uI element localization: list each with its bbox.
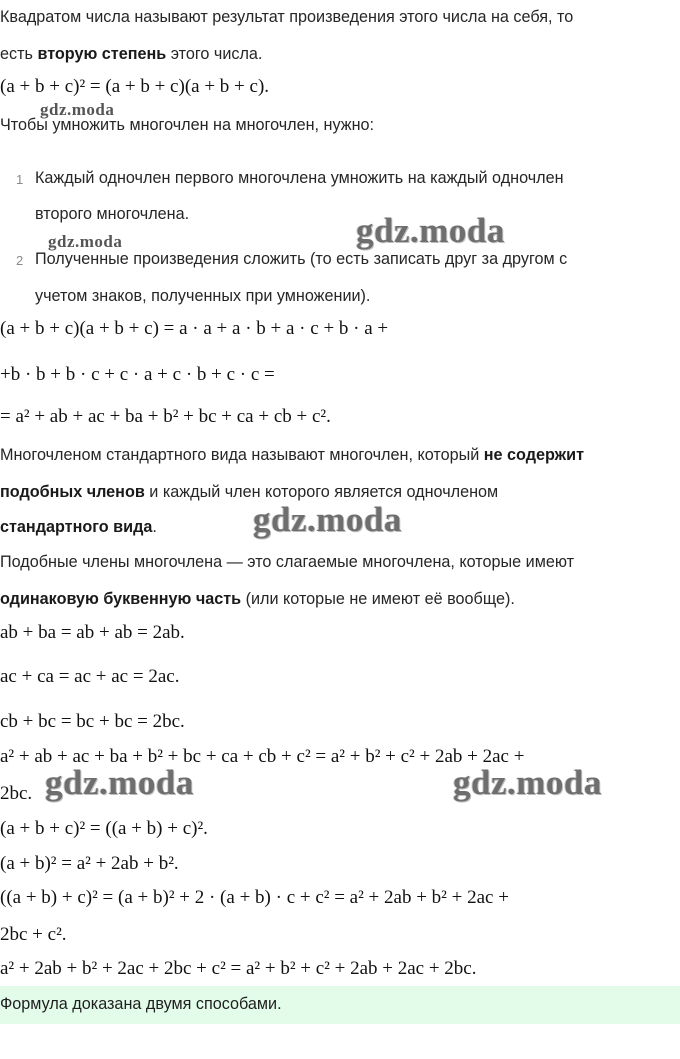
equation-7-line1: ((a + b) + c)² = (a + b)² + 2 · (a + b) · c + c² = a² + 2ab + b² + 2ac + xyxy=(0,887,509,908)
para3-text2: и каждый член которого является одночленом xyxy=(144,483,499,501)
watermark-logo: gdz.moda xyxy=(356,211,505,250)
conclusion-box xyxy=(0,986,680,1024)
equation-1: (a + b + c)² = (a + b + c)(a + b + c). xyxy=(0,76,270,97)
list-item-2-line1: Полученные произведения сложить (то есть записать друг за другом с xyxy=(35,250,568,268)
list-item-2-line2: учетом знаков, полученных при умножении). xyxy=(35,287,371,305)
equation-4-line2: 2bc. xyxy=(0,783,33,804)
para3-line1 xyxy=(0,446,584,465)
equation-4-line1: a² + ab + ac + ba + b² + bc + ca + cb + c² = a² + b² + c² + 2ab + 2ac + xyxy=(0,746,525,767)
watermark-logo: gdz.moda xyxy=(45,763,194,802)
list-item-1-line2: второго многочлена. xyxy=(35,205,190,223)
para1-pre: есть xyxy=(0,45,38,63)
equation-2-line1: (a + b + c)(a + b + c) = a · a + a · b + a · c + b · a + xyxy=(0,318,389,339)
equation-2-line3: = a² + ab + ac + ba + b² + bc + ca + cb + c². xyxy=(0,406,331,427)
para3-text1: Многочленом стандартного вида называют многочлен, который xyxy=(0,446,484,464)
equation-3-ac: ac + ca = ac + ac = 2ac. xyxy=(0,666,180,687)
watermark-logo: gdz.moda xyxy=(40,100,115,119)
para2: Чтобы умножить многочлен на многочлен, нужно: xyxy=(0,116,375,134)
watermark-logo: gdz.moda xyxy=(453,763,602,802)
equation-8: a² + 2ab + b² + 2ac + 2bc + c² = a² + b² + c² + 2ab + 2ac + 2bc. xyxy=(0,958,477,979)
para3-bold2: подобных членов xyxy=(0,483,145,501)
para3-bold3: стандартного вида xyxy=(0,518,153,536)
equation-3-ab: ab + ba = ab + ab = 2ab. xyxy=(0,622,185,643)
list-item-1-line1: Каждый одночлен первого многочлена умножить на каждый одночлен xyxy=(35,169,564,187)
equation-3-bc: cb + bc = bc + bc = 2bc. xyxy=(0,711,185,732)
para1-bold: вторую степень xyxy=(37,45,167,63)
para4-text2: (или которые не имеют её вообще). xyxy=(241,590,515,608)
para1-post: этого числа. xyxy=(166,45,263,63)
conclusion-text: Формула доказана двумя способами. xyxy=(0,995,282,1013)
para4-line2 xyxy=(0,590,515,609)
para1-line1: Квадратом числа называют результат произведения этого числа на себя, то xyxy=(0,8,574,26)
equation-5: (a + b + c)² = ((a + b) + c)². xyxy=(0,818,208,839)
equation-7-line2: 2bc + c². xyxy=(0,924,67,945)
para3-line3 xyxy=(0,518,157,537)
equation-2-line2: +b · b + b · c + c · a + c · b + c · c = xyxy=(0,364,275,385)
para3-line2 xyxy=(0,483,498,502)
watermark-logo: gdz.moda xyxy=(253,500,402,539)
para3-bold1: не содержит xyxy=(483,446,585,464)
para4-line1: Подобные члены многочлена — это слагаемые многочлена, которые имеют xyxy=(0,553,575,571)
equation-6: (a + b)² = a² + 2ab + b². xyxy=(0,853,179,874)
list-number-1: 1 xyxy=(16,172,24,187)
list-number-2: 2 xyxy=(16,253,24,268)
para4-bold: одинаковую буквенную часть xyxy=(0,590,242,608)
para3-text3: . xyxy=(152,518,157,536)
para1-line2 xyxy=(0,45,262,64)
watermark-logo: gdz.moda xyxy=(48,232,123,251)
